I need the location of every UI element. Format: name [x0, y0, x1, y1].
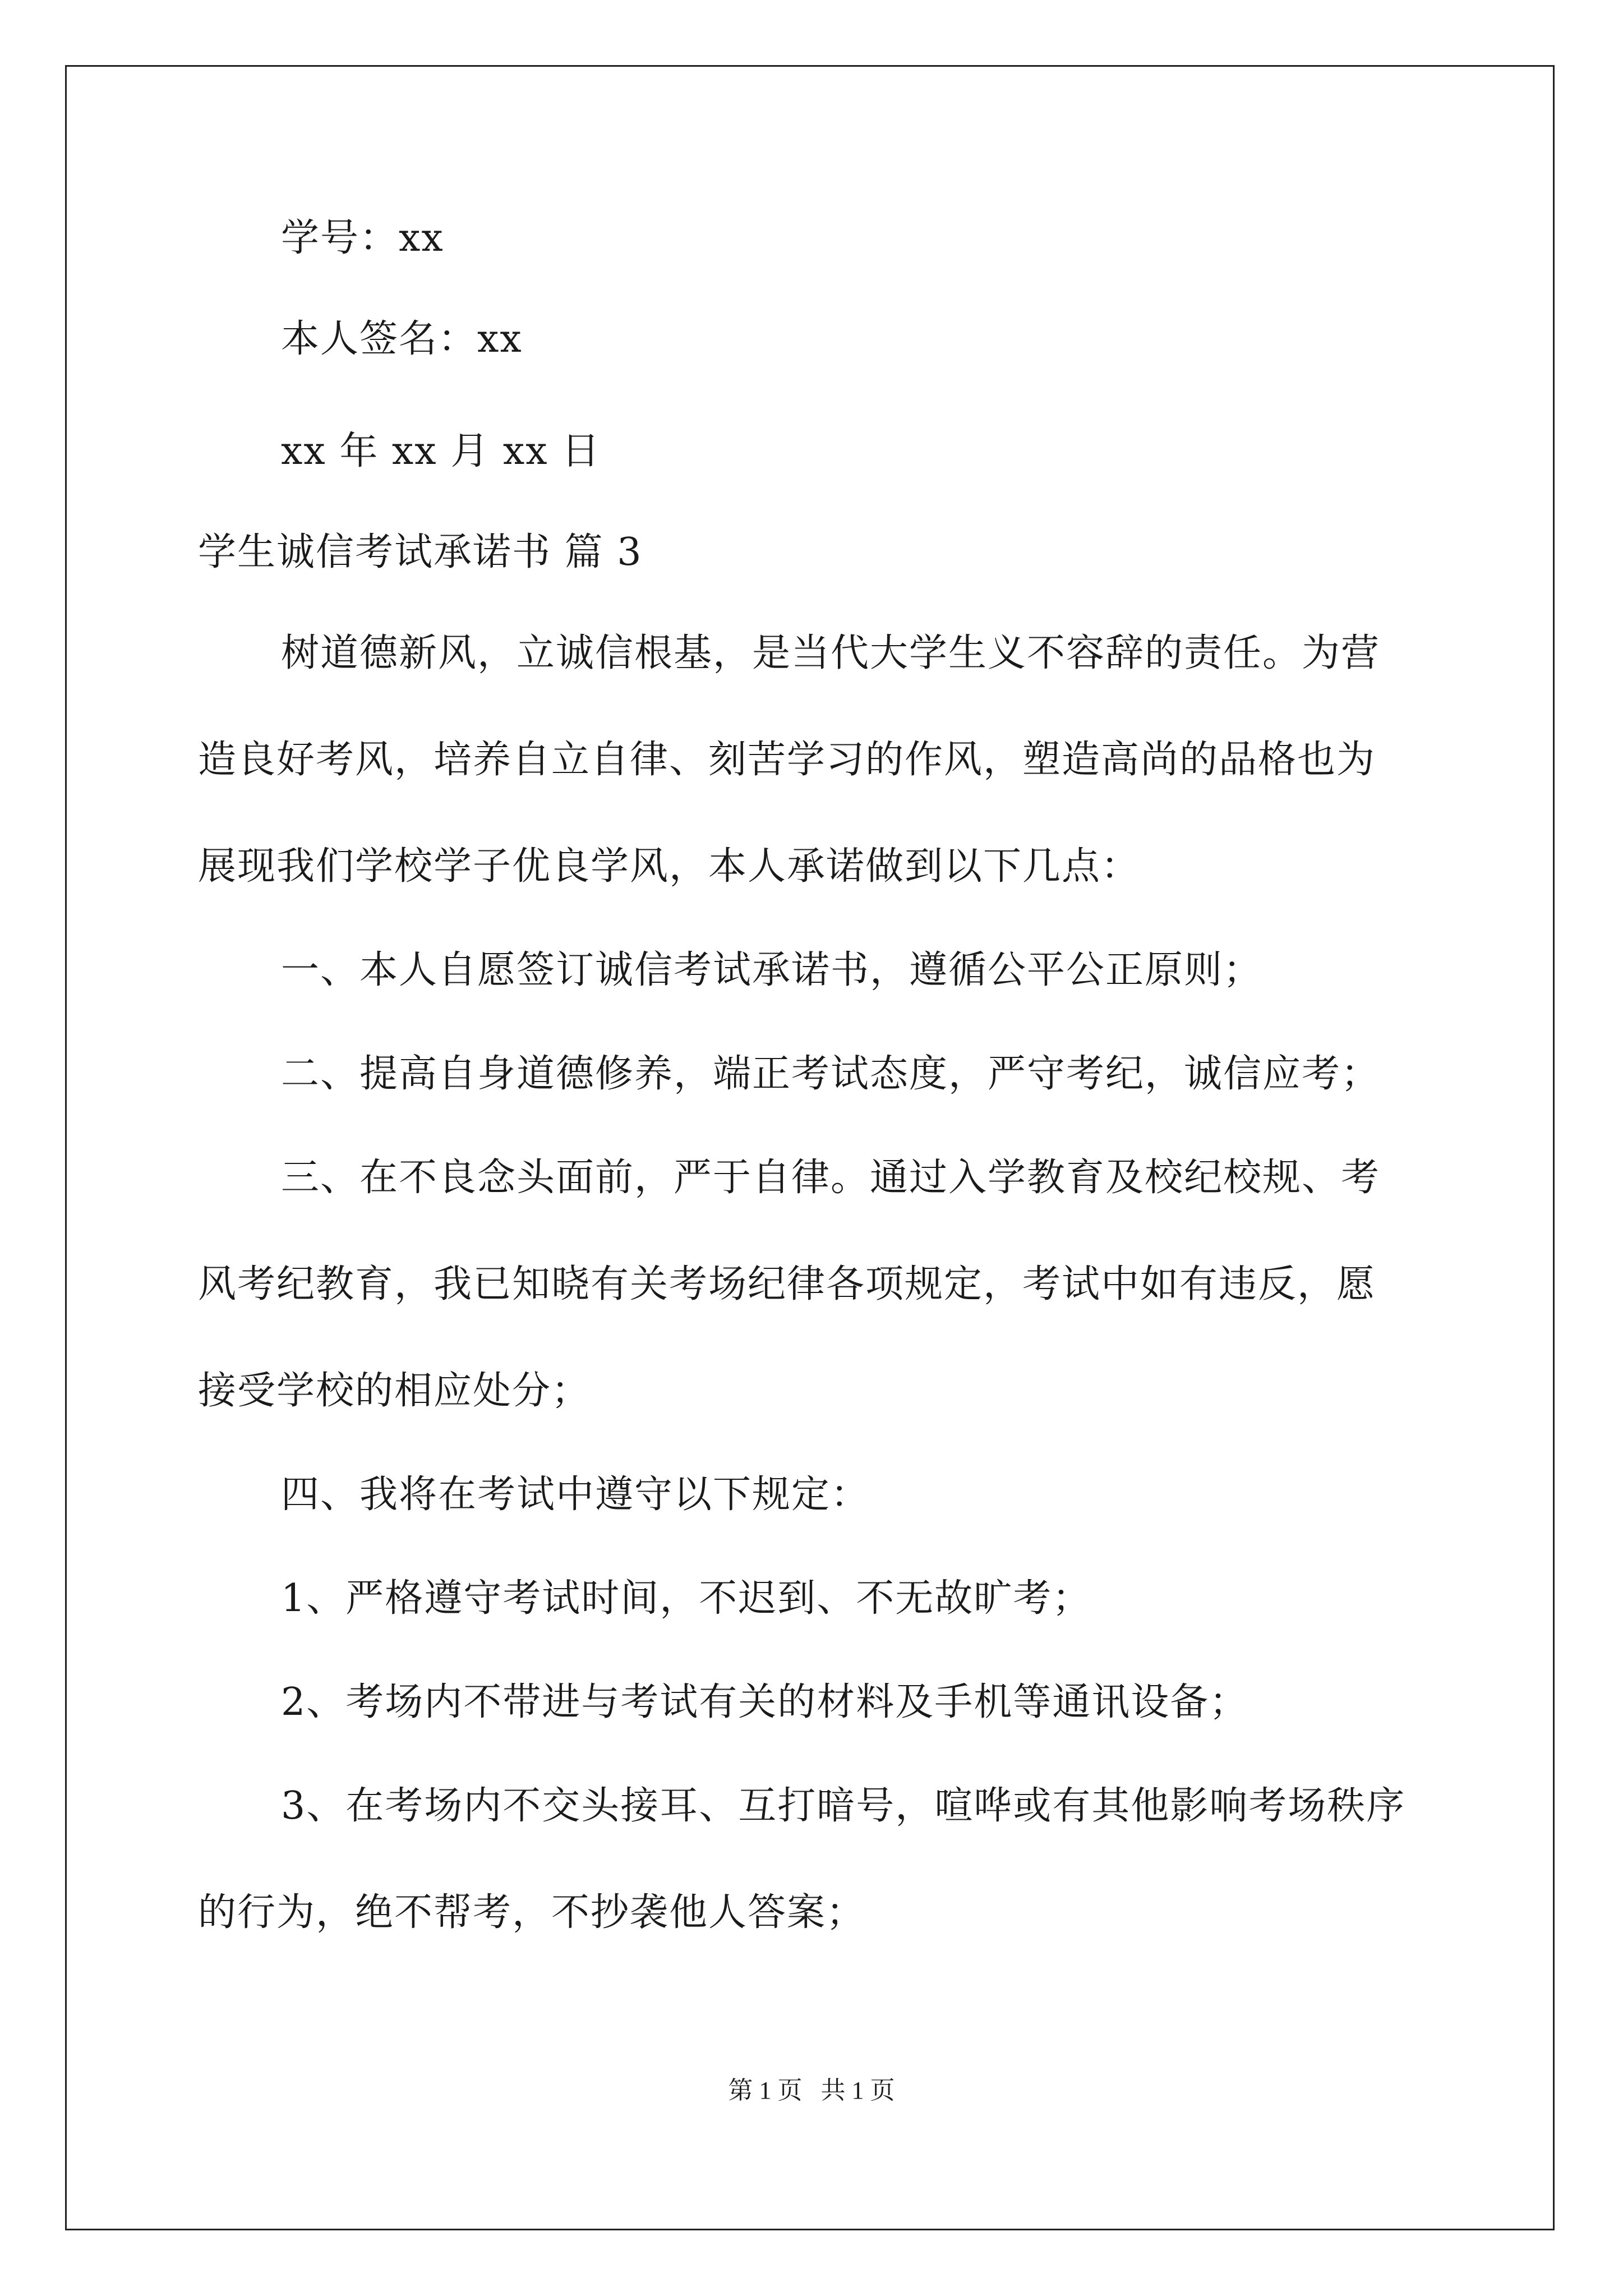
pledge-item-4: 四、我将在考试中遵守以下规定： [281, 1473, 870, 1517]
student-id-line: 学号：xx [281, 216, 444, 260]
pledge-item-1: 一、本人自愿签订诚信考试承诺书，遵循公平公正原则； [281, 948, 1263, 992]
paragraph-line: 展现我们学校学子优良学风，本人承诺做到以下几点： [198, 844, 1141, 889]
paragraph-line: 风考纪教育，我已知晓有关考场纪律各项规定，考试中如有违反，愿 [198, 1262, 1376, 1306]
paragraph-line: 的行为，绝不帮考，不抄袭他人答案； [198, 1890, 866, 1935]
rule-item-2: 2、考场内不带进与考试有关的材料及手机等通讯设备； [281, 1680, 1249, 1724]
rule-item-1: 1、严格遵守考试时间，不迟到、不无故旷考； [281, 1576, 1092, 1621]
pledge-item-2: 二、提高自身道德修养，端正考试态度，严守考纪，诚信应考； [281, 1052, 1381, 1096]
section-heading: 学生诚信考试承诺书 篇 3 [198, 530, 643, 574]
rule-item-3: 3、在考场内不交头接耳、互打暗号，喧哗或有其他影响考场秩序 [281, 1784, 1406, 1828]
paragraph-line: 接受学校的相应处分； [198, 1369, 591, 1413]
signature-line: 本人签名：xx [281, 317, 523, 361]
pledge-item-3: 三、在不良念头面前，严于自律。通过入学教育及校纪校规、考 [281, 1156, 1381, 1200]
date-line: xx 年 xx 月 xx 日 [281, 429, 601, 473]
paragraph-line: 造良好考风，培养自立自律、刻苦学习的作风，塑造高尚的品格也为 [198, 738, 1376, 782]
page-footer: 第 1 页 共 1 页 [728, 2077, 895, 2104]
paragraph-line: 树道德新风，立诚信根基，是当代大学生义不容辞的责任。为营 [281, 631, 1381, 675]
